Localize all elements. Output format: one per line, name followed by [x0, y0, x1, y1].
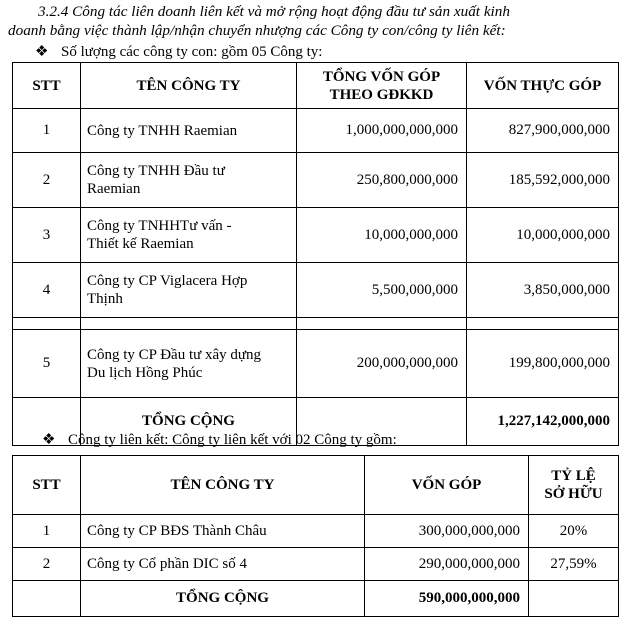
header-registered-capital: TỔNG VỐN GÓP THEO GĐKKD: [297, 63, 467, 109]
subsidiaries-intro: [35, 43, 322, 61]
cell-paid-capital: 199,800,000,000: [467, 330, 619, 398]
cell-registered-capital: 200,000,000,000: [297, 330, 467, 398]
header-stt: STT: [13, 63, 81, 109]
cell-capital: 290,000,000,000: [365, 548, 529, 581]
associates-intro-text: Công ty liên kết: Công ty liên kết với 02 Công ty gồm:: [68, 432, 397, 448]
cell-company-name: Công ty CP BĐS Thành Châu: [81, 515, 365, 548]
cell-paid-capital: 10,000,000,000: [467, 208, 619, 263]
table-row: [13, 109, 619, 153]
diamond-bullet-icon: ❖: [35, 44, 49, 60]
header-company-name: TÊN CÔNG TY: [81, 63, 297, 109]
cell-stt: 1: [13, 515, 81, 548]
cell-company-name: Công ty TNHHTư vấn - Thiết kế Raemian: [81, 208, 297, 263]
header-stt: STT: [13, 456, 81, 515]
cell-company-name: Công ty CP Viglacera Hợp Thịnh: [81, 263, 297, 318]
cell-registered-capital: 1,000,000,000,000: [297, 109, 467, 153]
header-paid-capital: VỐN THỰC GÓP: [467, 63, 619, 109]
header-ownership: TỶ LỆ SỞ HỮU: [529, 456, 619, 515]
cell-stt: 4: [13, 263, 81, 318]
cell-stt: 2: [13, 548, 81, 581]
total-label: TỔNG CỘNG: [81, 398, 297, 446]
cell-paid-capital: 185,592,000,000: [467, 153, 619, 208]
cell-ownership: 27,59%: [529, 548, 619, 581]
table-row: [13, 208, 619, 263]
table-row: [13, 263, 619, 318]
table-page-break: [13, 318, 619, 330]
total-label: TỔNG CỘNG: [81, 581, 365, 617]
cell-company-name: Công ty TNHH Raemian: [81, 109, 297, 153]
associates-table: [12, 455, 619, 617]
total-capital: 590,000,000,000: [365, 581, 529, 617]
cell-registered-capital: 10,000,000,000: [297, 208, 467, 263]
cell-company-name: Công ty CP Đầu tư xây dựng Du lịch Hồng Phúc: [81, 330, 297, 398]
cell-company-name: Công ty TNHH Đầu tư Raemian: [81, 153, 297, 208]
associates-intro: [42, 431, 397, 449]
header-company-name: TÊN CÔNG TY: [81, 456, 365, 515]
cell-paid-capital: 827,900,000,000: [467, 109, 619, 153]
total-paid-capital: 1,227,142,000,000: [467, 398, 619, 446]
cell-registered-capital: 5,500,000,000: [297, 263, 467, 318]
table-header-row: [13, 63, 619, 109]
diamond-bullet-icon: ❖: [42, 432, 56, 448]
cell-paid-capital: 3,850,000,000: [467, 263, 619, 318]
heading-line-1: 3.2.4 Công tác liên doanh liên kết và mở rộng hoạt động đầu tư sản xuất kinh: [38, 3, 510, 20]
header-capital: VỐN GÓP: [365, 456, 529, 515]
cell-registered-capital: 250,800,000,000: [297, 153, 467, 208]
cell-ownership: 20%: [529, 515, 619, 548]
cell-company-name: Công ty Cổ phần DIC số 4: [81, 548, 365, 581]
total-row: [13, 581, 619, 617]
table-header-row: [13, 456, 619, 515]
cell-stt: 5: [13, 330, 81, 398]
heading-line-2: doanh bằng việc thành lập/nhận chuyển nhượng các Công ty con/công ty liên kết:: [8, 22, 506, 39]
cell-stt: 2: [13, 153, 81, 208]
table-row: [13, 330, 619, 398]
subsidiaries-intro-text: Số lượng các công ty con: gồm 05 Công ty:: [61, 44, 323, 60]
section-heading: [8, 2, 616, 40]
table-row: [13, 153, 619, 208]
table-row: [13, 548, 619, 581]
cell-stt: 1: [13, 109, 81, 153]
table-row: [13, 515, 619, 548]
cell-capital: 300,000,000,000: [365, 515, 529, 548]
cell-stt: 3: [13, 208, 81, 263]
subsidiaries-table: [12, 62, 619, 446]
